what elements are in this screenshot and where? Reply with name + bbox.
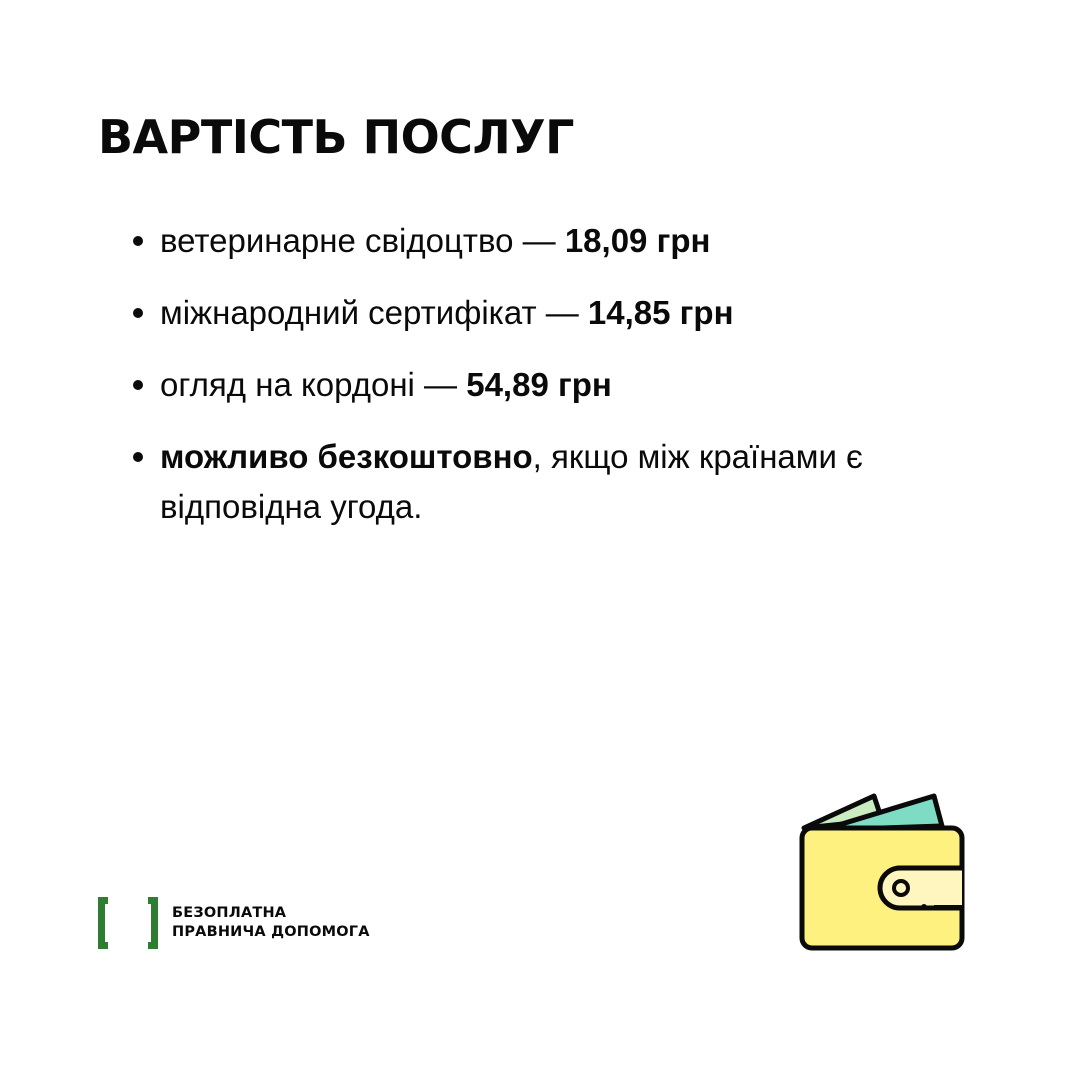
logo [96, 895, 370, 951]
item-text: ветеринарне свідоцтво — [160, 222, 565, 259]
item-text: огляд на кордоні — [160, 366, 467, 403]
list-item [130, 432, 990, 532]
bullet-icon [133, 308, 143, 318]
item-text: міжнародний сертифікат — [160, 294, 588, 331]
brackets-icon [96, 895, 160, 951]
item-price: 18,09 грн [564, 222, 711, 259]
item-highlight: можливо безкоштовно [160, 438, 533, 475]
wallet-icon [796, 790, 968, 954]
list-item [130, 288, 990, 338]
logo-line-1: БЕЗОПЛАТНА [172, 905, 287, 921]
logo-line-2: ПРАВНИЧА ДОПОМОГА [172, 924, 370, 940]
item-price: 54,89 грн [466, 366, 612, 403]
price-list [130, 216, 990, 554]
bullet-icon [133, 236, 143, 246]
page-title: ВАРТІСТЬ ПОСЛУГ [98, 110, 574, 164]
list-item [130, 360, 990, 410]
bullet-icon [133, 380, 143, 390]
item-price: 14,85 грн [587, 294, 734, 331]
list-item [130, 216, 990, 266]
item-text: , якщо між країнами є відповідна угода. [160, 438, 863, 525]
logo-text [172, 904, 370, 942]
bullet-icon [133, 452, 143, 462]
